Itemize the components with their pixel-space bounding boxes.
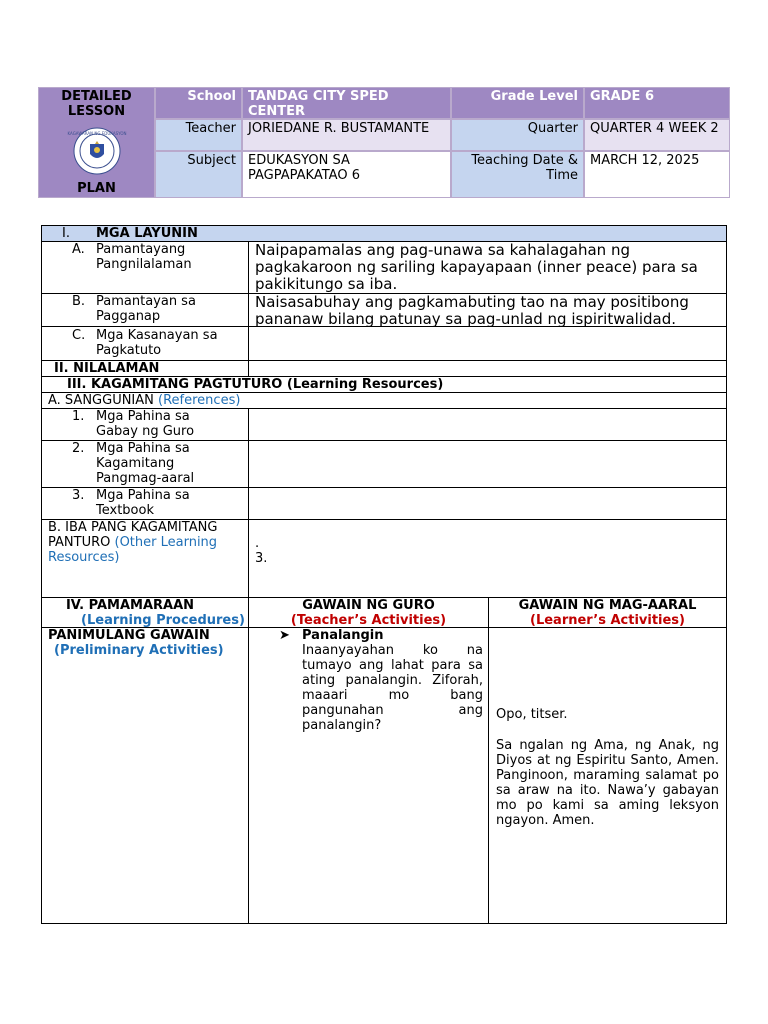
preliminary-label-cell	[41, 627, 249, 924]
resources-header-row	[41, 376, 727, 393]
row-c-letter: C.	[72, 328, 86, 343]
procedures-col1-sub: (Learning Procedures)	[81, 613, 245, 628]
row-a-letter: A.	[72, 242, 85, 257]
grade-label: Grade Level	[451, 87, 584, 119]
learner-reply: Opo, titser.	[496, 707, 568, 722]
item1-label-cell	[41, 408, 249, 441]
procedures-col1-header	[41, 597, 249, 628]
row-b-label: Pamantayan sa Pagganap	[96, 294, 196, 324]
content-title: II. NILALAMAN	[54, 361, 160, 376]
item1-label: Mga Pahina sa Gabay ng Guro	[96, 409, 195, 439]
objectives-num: I.	[62, 226, 70, 241]
other-resources-value-cell	[248, 519, 727, 598]
learner-prayer: Sa ngalan ng Ama, ng Anak, ng Diyos at ng Espiritu Santo, Amen. Panginoon, maraming salamat po sa araw na ito. Nawa’y gabayan mo po kami sa aming leksyon ngayon. Amen.	[496, 738, 719, 828]
procedures-col1-title: IV. PAMAMARAAN	[65, 598, 195, 613]
grade-value: GRADE 6	[584, 87, 730, 119]
row-a-value-cell	[248, 241, 727, 294]
item3-label-cell	[41, 487, 249, 520]
objectives-title: MGA LAYUNIN	[96, 226, 198, 241]
row-b-value: Naisasabuhay ang pagkamabuting tao na may positibong pananaw bilang patunay sa pag-unlad ng ispiritwalidad.	[255, 293, 689, 328]
procedures-col3-sub: (Learner’s Activities)	[530, 613, 685, 628]
arrow-bullet-icon: ➤	[279, 628, 290, 643]
item3-label: Mga Pahina sa Textbook	[96, 488, 190, 518]
other-resources-en: (Other Learning Resources)	[48, 535, 218, 565]
svg-text:KAGAWARAN NG EDUKASYON: KAGAWARAN NG EDUKASYON	[67, 131, 127, 136]
procedures-col2-sub: (Teacher’s Activities)	[290, 613, 447, 628]
date-label: Teaching Date & Time	[451, 151, 584, 198]
quarter-label: Quarter	[451, 119, 584, 151]
item3-num: 3.	[72, 488, 85, 503]
teacher-prayer-text: Inaanyayahan ko na tumayo ang lahat para sa ating panalangin. Ziforah, maaari mo bang pangunahan ang panalangin?	[302, 643, 483, 733]
row-a-value: Naipapamalas ang pag-unawa sa kahalagahan ng pagkakaroon ng sariling kapayapaan (inner peace) para sa pakikitungo sa iba.	[255, 241, 698, 293]
row-c-value-cell	[248, 326, 727, 361]
content-value-cell	[248, 360, 727, 377]
school-value: TANDAG CITY SPED CENTER	[242, 87, 451, 119]
teacher-label: Teacher	[155, 119, 242, 151]
preliminary-sub: (Preliminary Activities)	[54, 643, 224, 658]
deped-seal-icon	[67, 127, 127, 175]
procedures-col2-header	[248, 597, 489, 628]
procedures-col3-header	[488, 597, 727, 628]
sanggunian-en: (References)	[158, 393, 241, 408]
subject-value: EDUKASYON SA PAGPAPAKATAO 6	[242, 151, 451, 198]
item3-value-cell	[248, 487, 727, 520]
plan-title: PLAN	[77, 181, 116, 196]
learner-activity-cell	[488, 627, 727, 924]
row-c-label: Mga Kasanayan sa Pagkatuto	[96, 328, 218, 358]
other-resources-label: B. IBA PANG KAGAMITANG PANTURO	[48, 520, 218, 550]
item1-num: 1.	[72, 409, 85, 424]
item1-value-cell	[248, 408, 727, 441]
objectives-header-row	[41, 225, 727, 242]
row-c-label-cell	[41, 326, 249, 361]
other-resources-value-1: .	[255, 536, 260, 551]
procedures-col2-title: GAWAIN NG GURO	[302, 598, 435, 613]
item2-value-cell	[248, 440, 727, 488]
sanggunian-row	[41, 392, 727, 409]
teacher-activity-cell	[248, 627, 489, 924]
detailed-lesson-title: DETAILED LESSON	[61, 89, 132, 119]
row-a-label-cell	[41, 241, 249, 294]
preliminary-title: PANIMULANG GAWAIN	[48, 628, 210, 643]
other-resources-value-2: 3.	[255, 551, 268, 566]
school-label: School	[155, 87, 242, 119]
quarter-value: QUARTER 4 WEEK 2	[584, 119, 730, 151]
date-value: MARCH 12, 2025	[584, 151, 730, 198]
subject-label: Subject	[155, 151, 242, 198]
sanggunian-text: A. SANGGUNIAN	[48, 393, 154, 408]
item2-num: 2.	[72, 441, 85, 456]
resources-title: III. KAGAMITANG PAGTUTURO (Learning Resources)	[67, 377, 444, 392]
sanggunian-label	[48, 393, 240, 408]
other-resources-label-cell	[41, 519, 249, 598]
row-b-value-cell	[248, 293, 727, 327]
row-b-letter: B.	[72, 294, 86, 309]
row-b-label-cell	[41, 293, 249, 327]
item2-label-cell	[41, 440, 249, 488]
item2-label: Mga Pahina sa Kagamitang Pangmag-aaral	[96, 441, 195, 486]
content-row	[41, 360, 249, 377]
panalangin-title: Panalangin	[302, 628, 384, 643]
teacher-value: JORIEDANE R. BUSTAMANTE	[242, 119, 451, 151]
row-a-label: Pamantayang Pangnilalaman	[96, 242, 192, 272]
procedures-col3-title: GAWAIN NG MAG-AARAL	[518, 598, 697, 613]
